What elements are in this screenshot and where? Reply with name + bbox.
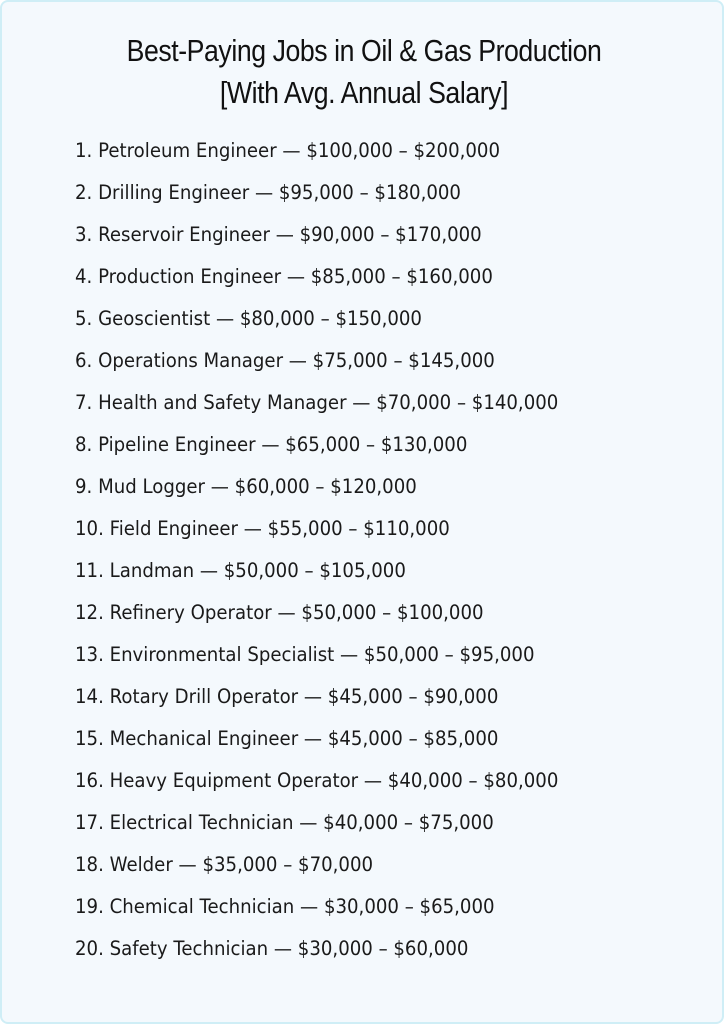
list-item: 3. Reservoir Engineer — $90,000 – $170,000	[75, 223, 482, 246]
list-item: 13. Environmental Specialist — $50,000 – $95,000	[75, 643, 535, 666]
list-item: 1. Petroleum Engineer — $100,000 – $200,000	[75, 139, 500, 162]
list-item: 17. Electrical Technician — $40,000 – $75,000	[75, 811, 494, 834]
list-item: 11. Landman — $50,000 – $105,000	[75, 559, 406, 582]
list-item: 2. Drilling Engineer — $95,000 – $180,000	[75, 181, 461, 204]
list-item: 9. Mud Logger — $60,000 – $120,000	[75, 475, 417, 498]
list-item: 8. Pipeline Engineer — $65,000 – $130,000	[75, 433, 468, 456]
list-item: 14. Rotary Drill Operator — $45,000 – $90,000	[75, 685, 499, 708]
list-item: 6. Operations Manager — $75,000 – $145,000	[75, 349, 495, 372]
list-item: 20. Safety Technician — $30,000 – $60,000	[75, 937, 469, 960]
list-item: 10. Field Engineer — $55,000 – $110,000	[75, 517, 450, 540]
list-item: 4. Production Engineer — $85,000 – $160,000	[75, 265, 493, 288]
list-item: 7. Health and Safety Manager — $70,000 – $140,000	[75, 391, 559, 414]
list-item: 16. Heavy Equipment Operator — $40,000 – $80,000	[75, 769, 559, 792]
list-item: 15. Mechanical Engineer — $45,000 – $85,000	[75, 727, 499, 750]
list-item: 19. Chemical Technician — $30,000 – $65,000	[75, 895, 495, 918]
list-item: 12. Refinery Operator — $50,000 – $100,000	[75, 601, 484, 624]
page-title	[53, 30, 676, 114]
title-line-1: Best-Paying Jobs in Oil & Gas Production	[126, 33, 602, 68]
list-item: 18. Welder — $35,000 – $70,000	[75, 853, 374, 876]
list-item: 5. Geoscientist — $80,000 – $150,000	[75, 307, 422, 330]
title-line-2: [With Avg. Annual Salary]	[219, 75, 509, 110]
jobs-list	[75, 135, 558, 975]
